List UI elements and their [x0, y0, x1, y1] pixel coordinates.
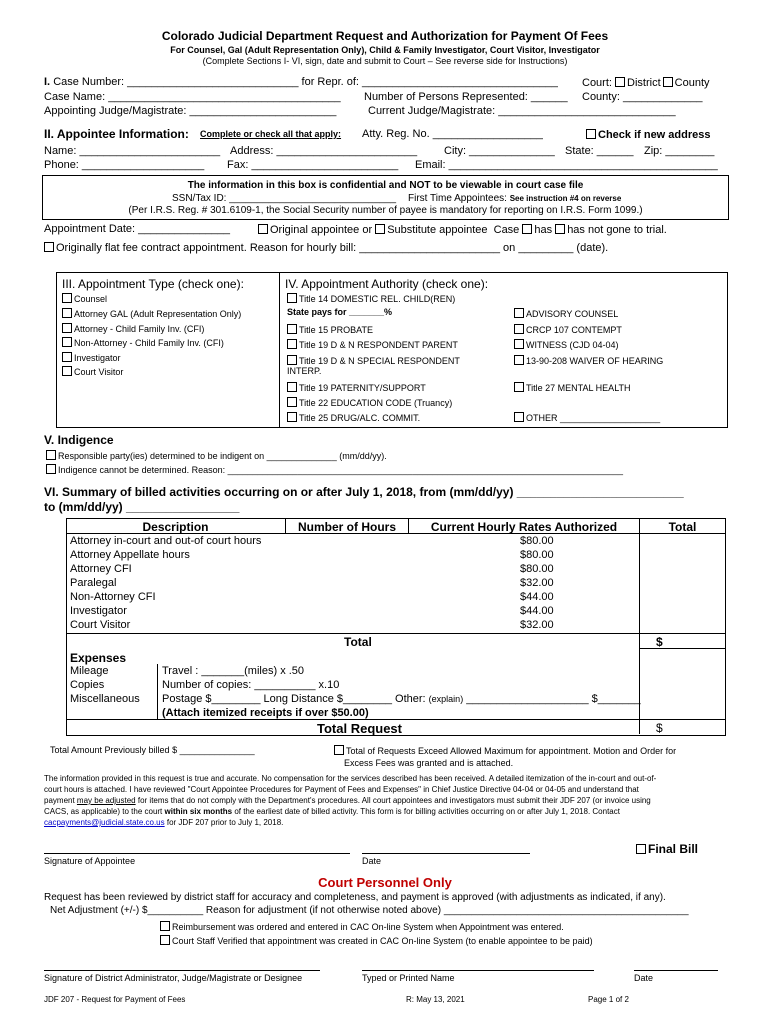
section1-row1: I. Case Number: ____________________________ for Repr. of: ________________________________: [44, 76, 558, 88]
appt-type-investigator[interactable]: Investigator: [62, 352, 121, 363]
section2-title: II. Appointee Information:: [44, 127, 189, 141]
table-row: Court Visitor: [70, 619, 131, 631]
section5-title: V. Indigence: [44, 433, 114, 447]
rate-cell: $32.00: [520, 577, 554, 589]
auth-t19-parent[interactable]: Title 19 D & N RESPONDENT PARENT: [287, 339, 458, 350]
admin-signature-label: Signature of District Administrator, Judge/Magistrate or Designee: [44, 973, 303, 983]
flat-fee-row: Originally flat fee contract appointment. Reason for hourly bill: _______________________ on _________ (date).: [44, 242, 608, 254]
expenses-label: Expenses: [70, 651, 127, 665]
has-checkbox[interactable]: [522, 224, 532, 234]
auth-waiver[interactable]: 13-90-208 WAIVER OF HEARING: [514, 355, 663, 366]
verified-row[interactable]: Court Staff Verified that appointment was created in CAC On-line System (to enable appointee to be paid): [160, 935, 593, 946]
rate-cell: $32.00: [520, 619, 554, 631]
copies-field[interactable]: Number of copies: __________ x.10: [162, 679, 340, 691]
table-row: Non-Attorney CFI: [70, 591, 156, 603]
zip-field[interactable]: Zip: ________: [644, 145, 715, 157]
misc-label: Miscellaneous: [70, 693, 140, 705]
confidential-title: The information in this box is confidential and NOT to be viewable in court case file: [187, 180, 584, 191]
case-name-field[interactable]: Case Name: ______________________________________: [44, 91, 341, 103]
original-checkbox[interactable]: [258, 224, 268, 234]
final-bill-check[interactable]: Final Bill: [636, 843, 698, 855]
travel-field[interactable]: Travel : _______(miles) x .50: [162, 665, 305, 677]
ssn-field[interactable]: SSN/Tax ID: ______________________________: [172, 193, 397, 204]
indigence-undetermined-row[interactable]: Indigence cannot be determined. Reason: _______________________________________________________________________________: [46, 464, 623, 475]
cac-email-link[interactable]: cacpayments@judicial.state.co.us: [44, 818, 165, 827]
section4-title: IV. Appointment Authority (check one):: [285, 277, 489, 291]
atty-reg-field[interactable]: Atty. Reg. No. __________________: [362, 128, 543, 140]
auth-advisory[interactable]: ADVISORY COUNSEL: [514, 308, 618, 319]
auth-other[interactable]: OTHER ____________________: [514, 412, 660, 423]
section3-title: III. Appointment Type (check one):: [62, 277, 244, 291]
table-row: Attorney CFI: [70, 563, 132, 575]
first-time-label: First Time Appointees: See instruction #4 on reverse: [408, 193, 622, 204]
for-repr-field[interactable]: for Repr. of: ________________________________: [301, 76, 558, 88]
address-field[interactable]: Address: _______________________: [230, 145, 418, 157]
court-select: Court: District County: [582, 77, 710, 89]
current-judge-field[interactable]: Current Judge/Magistrate: _____________________________: [368, 105, 676, 117]
cert-line3: payment may be adjusted for items that do not comply with the Department's procedures. All court appointees and investigators must submit their JDF 207 (or invoice using: [44, 796, 651, 805]
mileage-label: Mileage: [70, 665, 109, 677]
cert-line1: The information provided in this request is true and accurate. No compensation for the services described has been received. A detailed itemization of the in-court and out-of-: [44, 774, 657, 783]
interp-label: INTERP.: [287, 366, 322, 376]
net-adjustment-field[interactable]: Net Adjustment (+/-) $__________ Reason for adjustment (if not otherwise noted above) ____________________________________________: [50, 905, 689, 916]
copies-label: Copies: [70, 679, 105, 691]
new-address-checkbox[interactable]: [586, 129, 596, 139]
district-checkbox[interactable]: [615, 77, 625, 87]
reimb-row[interactable]: Reimbursement was ordered and entered in CAC On-line System when Appointment was entered.: [160, 921, 564, 932]
auth-crcp[interactable]: CRCP 107 CONTEMPT: [514, 324, 622, 335]
rate-cell: $80.00: [520, 563, 554, 575]
total-label: Total: [344, 635, 372, 649]
reviewed-text: Request has been reviewed by district staff for accuracy and completeness, and payment is approved (with adjustments as indicated, if any).: [44, 892, 666, 903]
name-field[interactable]: Name: _______________________: [44, 145, 221, 157]
prev-billed-field[interactable]: Total Amount Previously billed $ _______________: [50, 745, 255, 755]
footer-page: Page 1 of 2: [588, 995, 629, 1004]
court-personnel-title: Court Personnel Only: [318, 875, 452, 890]
rate-cell: $80.00: [520, 535, 554, 547]
section6-title: VI. Summary of billed activities occurring on or after July 1, 2018, from (mm/dd/yy) _________________________: [44, 485, 684, 499]
cert-line2: court hours is attached. I have reviewed "Court Appointee Procedures for Payment of Fees and Expenses" in Chief Justice Directive 04-04 or 04-05 and understand that: [44, 785, 639, 794]
page-title: Colorado Judicial Department Request and Authorization for Payment Of Fees: [161, 29, 609, 43]
rate-cell: $80.00: [520, 549, 554, 561]
irs-note: (Per I.R.S. Reg. # 301.6109-1, the Social Security number of payee is mandatory for reporting on I.R.S. Form 1099.): [128, 205, 643, 216]
table-row: Attorney Appellate hours: [70, 549, 190, 561]
substitute-checkbox[interactable]: [375, 224, 385, 234]
total-dollar: $: [656, 635, 663, 649]
auth-t15[interactable]: Title 15 PROBATE: [287, 324, 373, 335]
auth-witness[interactable]: WITNESS (CJD 04-04): [514, 339, 619, 350]
total-request-label: Total Request: [317, 721, 402, 736]
appointee-options: Original appointee or Substitute appointee Case has has not gone to trial.: [258, 224, 667, 236]
has-not-checkbox[interactable]: [555, 224, 565, 234]
col-rate: Current Hourly Rates Authorized: [430, 520, 618, 534]
col-total: Total: [668, 520, 697, 534]
state-pays-field[interactable]: State pays for _______%: [287, 307, 393, 317]
cert-line4: CACS, as applicable) to the court within six months of the earliest date of billed activity. This form is for billing activities occurring on or after July 1, 2018. Contact: [44, 807, 620, 816]
table-row: Attorney in-court and out-of court hours: [70, 535, 262, 547]
appointment-date-field[interactable]: Appointment Date: _______________: [44, 223, 230, 235]
col-hours: Number of Hours: [297, 520, 396, 534]
phone-field[interactable]: Phone: ____________________: [44, 159, 205, 171]
fax-field[interactable]: Fax: ________________________: [227, 159, 399, 171]
appt-type-court-visitor[interactable]: Court Visitor: [62, 366, 123, 377]
exceed-row-2: Excess Fees was granted and is attached.: [344, 758, 514, 768]
appt-type-gal[interactable]: Attorney GAL (Adult Representation Only): [62, 308, 241, 319]
table-row: Paralegal: [70, 577, 117, 589]
appt-type-counsel[interactable]: Counsel: [62, 293, 107, 304]
persons-field[interactable]: Number of Persons Represented: ______: [364, 91, 568, 103]
footer-form: JDF 207 - Request for Payment of Fees: [44, 995, 186, 1004]
rate-cell: $44.00: [520, 605, 554, 617]
exceed-row[interactable]: Total of Requests Exceed Allowed Maximum for appointment. Motion and Order for: [334, 745, 676, 756]
new-address-check[interactable]: Check if new address: [586, 129, 711, 141]
signature-label: Signature of Appointee: [44, 856, 136, 866]
attach-note: (Attach itemized receipts if over $50.00): [162, 707, 369, 719]
auth-t19-paternity[interactable]: Title 19 PATERNITY/SUPPORT: [287, 382, 426, 393]
table-row: Investigator: [70, 605, 127, 617]
auth-t14[interactable]: Title 14 DOMESTIC REL. CHILD(REN): [287, 293, 455, 304]
postage-field[interactable]: Postage $________ Long Distance $________ Other: (explain) ____________________ $_______: [162, 693, 641, 705]
cert-line5: cacpayments@judicial.state.co.us for JDF 207 prior to July 1, 2018.: [44, 818, 284, 827]
admin-date-label: Date: [634, 973, 654, 983]
auth-t25[interactable]: Title 25 DRUG/ALC. COMMIT.: [287, 412, 420, 423]
case-number-field[interactable]: Case Number: ____________________________: [53, 76, 299, 88]
auth-t22[interactable]: Title 22 EDUCATION CODE (Truancy): [287, 397, 452, 408]
date-label: Date: [362, 856, 382, 866]
footer-revision: R: May 13, 2021: [406, 995, 465, 1004]
auth-t19-special[interactable]: Title 19 D & N SPECIAL RESPONDENT: [287, 355, 460, 366]
complete-note: Complete or check all that apply:: [200, 129, 342, 139]
flat-fee-checkbox[interactable]: [44, 242, 54, 252]
indigent-row[interactable]: Responsible party(ies) determined to be indigent on ______________ (mm/dd/yy).: [46, 450, 387, 461]
appt-type-non-atty-cfi[interactable]: Non-Attorney - Child Family Inv. (CFI): [62, 337, 224, 348]
appt-type-atty-cfi[interactable]: Attorney - Child Family Inv. (CFI): [62, 323, 204, 334]
total-request-dollar: $: [656, 721, 663, 735]
email-field[interactable]: Email: ____________________________________________: [415, 159, 718, 171]
subtitle: For Counsel, Gal (Adult Representation Only), Child & Family Investigator, Court Visitor, Investigator: [170, 45, 600, 55]
appointing-judge-field[interactable]: Appointing Judge/Magistrate: ________________________: [44, 105, 337, 117]
county-field[interactable]: County: _____________: [582, 91, 703, 103]
to-date-field[interactable]: to (mm/dd/yy) _________________: [44, 500, 240, 514]
city-field[interactable]: City: ______________: [444, 145, 555, 157]
state-field[interactable]: State: ______: [565, 145, 634, 157]
rate-cell: $44.00: [520, 591, 554, 603]
county-checkbox[interactable]: [663, 77, 673, 87]
instructions: (Complete Sections I- VI, sign, date and submit to Court – See reverse side for Instructions): [202, 56, 568, 66]
col-description: Description: [142, 520, 209, 534]
final-bill-checkbox[interactable]: [636, 844, 646, 854]
auth-t27[interactable]: Title 27 MENTAL HEALTH: [514, 382, 631, 393]
typed-name-label: Typed or Printed Name: [362, 973, 455, 983]
